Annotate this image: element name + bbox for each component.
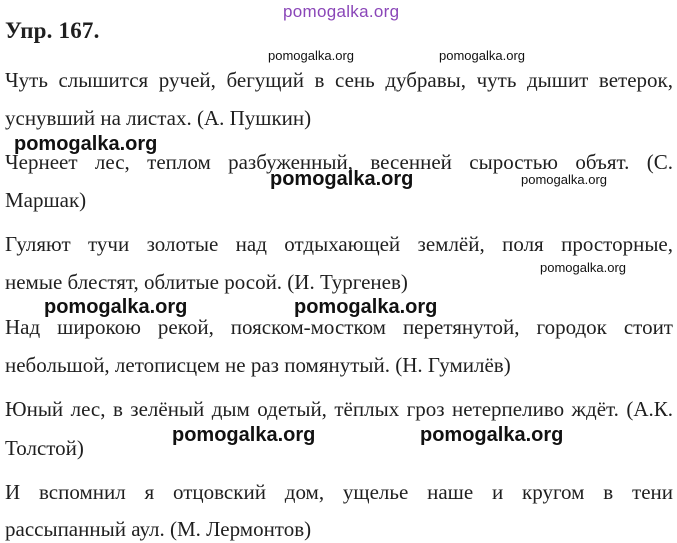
watermark: pomogalka.org bbox=[44, 296, 188, 318]
watermark: pomogalka.org bbox=[268, 48, 354, 63]
watermark: pomogalka.org bbox=[521, 172, 607, 187]
text-line-11: И вспомнил я отцовский дом, ущелье наше и кругом в тени bbox=[5, 480, 673, 504]
watermark: pomogalka.org bbox=[270, 168, 414, 190]
watermark: pomogalka.org bbox=[172, 424, 316, 446]
text-line-9: Юный лес, в зелёный дым одетый, тёплых гроз нетерпеливо ждёт. (А.К. bbox=[5, 397, 673, 421]
text-line-4: Маршак) bbox=[5, 188, 87, 212]
watermark: pomogalka.org bbox=[540, 260, 626, 275]
watermark: pomogalka.org bbox=[294, 296, 438, 318]
text-line-6: немые блестят, облитые росой. (И. Тургенев) bbox=[5, 270, 408, 294]
text-line-3: Чернеет лес, теплом разбуженный, весенней сыростью объят. (С. bbox=[5, 150, 673, 174]
text-line-7: Над широкою рекой, пояском-мостком перетянутой, городок стоит bbox=[5, 315, 673, 339]
text-line-1: Чуть слышится ручей, бегущий в сень дубравы, чуть дышит ветерок, bbox=[5, 68, 673, 92]
text-line-5: Гуляют тучи золотые над отдыхающей землёй, поля просторные, bbox=[5, 232, 673, 256]
text-line-2: уснувший на листах. (А. Пушкин) bbox=[5, 106, 312, 130]
watermark: pomogalka.org bbox=[420, 424, 564, 446]
watermark: pomogalka.org bbox=[14, 133, 158, 155]
watermark-top: pomogalka.org bbox=[283, 2, 400, 21]
text-line-12: рассыпанный аул. (М. Лермонтов) bbox=[5, 517, 312, 541]
watermark: pomogalka.org bbox=[439, 48, 525, 63]
exercise-title: Упр. 167. bbox=[5, 18, 100, 43]
text-line-10: Толстой) bbox=[5, 436, 84, 460]
text-line-8: небольшой, летописцем не раз помянутый. (Н. Гумилёв) bbox=[5, 353, 511, 377]
